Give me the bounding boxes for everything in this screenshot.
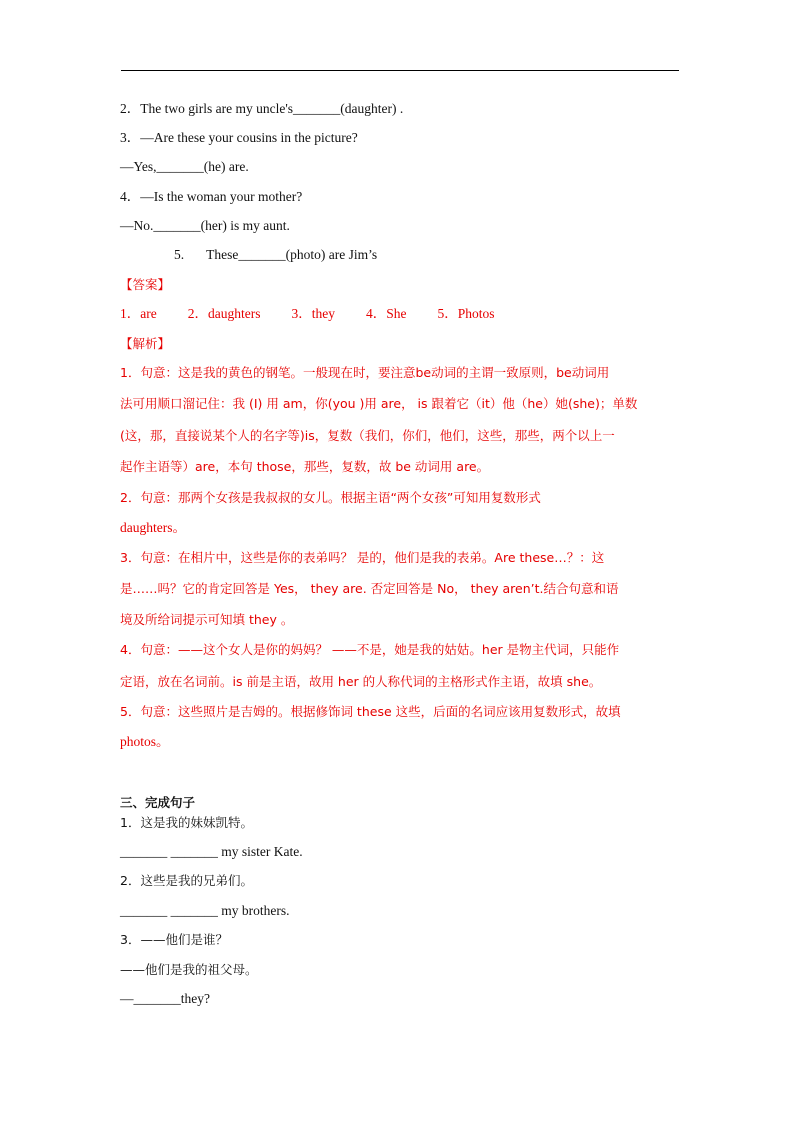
section-item: 1．这是我的妹妹凯特。 xyxy=(120,815,253,830)
section-item: 3．——他们是谁？ xyxy=(120,932,228,947)
analysis-line: 境及所给词提示可知填 they 。 xyxy=(120,612,294,627)
analysis-label: 【解析】 xyxy=(120,336,171,351)
analysis-line: 定语，放在名词前。is 前是主语，故用 her 的人称代词的主格形式作主语，故填 she。 xyxy=(120,674,602,689)
analysis-line: daughters。 xyxy=(120,520,186,535)
section-blank-line: _______ _______ my sister Kate. xyxy=(120,844,303,859)
answer-1: 1．are xyxy=(120,306,157,321)
question-4: 4．—Is the woman your mother? xyxy=(120,189,303,204)
answers-row xyxy=(120,305,494,323)
analysis-line: 5．句意：这些照片是吉姆的。根据修饰词 these 这些，后面的名词应该用复数形式，故填 xyxy=(120,704,621,719)
question-2: 2．The two girls are my uncle's_______(daughter) . xyxy=(120,101,404,116)
answer-3: 3．they xyxy=(291,306,335,321)
question-4-reply: —No._______(her) is my aunt. xyxy=(120,218,290,233)
question-5-number: 5. xyxy=(174,247,185,262)
analysis-line: 4．句意：——这个女人是你的妈妈？ ——不是，她是我的姑姑。her 是物主代词，只能作 xyxy=(120,642,620,657)
section-blank-line: _______ _______ my brothers. xyxy=(120,903,290,918)
question-3: 3．—Are these your cousins in the picture? xyxy=(120,130,358,145)
answer-2: 2．daughters xyxy=(187,306,261,321)
header-rule xyxy=(121,70,679,71)
answer-label: 【答案】 xyxy=(120,277,171,292)
analysis-line: photos。 xyxy=(120,734,170,749)
section-item: ——他们是我的祖父母。 xyxy=(120,962,258,977)
analysis-line: 1．句意：这是我的黄色的钢笔。一般现在时，要注意be动词的主谓一致原则，be动词用 xyxy=(120,365,610,380)
question-3-reply: —Yes,_______(he) are. xyxy=(120,159,249,174)
section-item: 2．这些是我的兄弟们。 xyxy=(120,873,253,888)
analysis-line: (这，那，直接说某个人的名字等)is，复数（我们，你们，他们，这些，那些，两个以上一 xyxy=(120,428,615,443)
question-5 xyxy=(174,246,377,264)
analysis-line: 法可用顺口溜记住：我 (I) 用 am，你(you )用 are， is 跟着它（it）他（he）她(she)；单数 xyxy=(120,396,638,411)
section-blank-line: —_______they? xyxy=(120,991,210,1006)
answer-4: 4．She xyxy=(365,306,407,321)
question-5-text: These_______(photo) are Jim’s xyxy=(206,247,378,262)
section-title: 三、完成句子 xyxy=(120,795,196,810)
analysis-line: 2．句意：那两个女孩是我叔叔的女儿。根据主语“两个女孩”可知用复数形式 xyxy=(120,490,541,505)
analysis-line: 起作主语等）are，本句 those，那些，复数，故 be 动词用 are。 xyxy=(120,459,490,474)
analysis-line: 3．句意：在相片中，这些是你的表弟吗？ 是的，他们是我的表弟。Are these…？：这 xyxy=(120,550,605,565)
answer-5: 5．Photos xyxy=(437,306,495,321)
analysis-line: 是……吗？它的肯定回答是 Yes， they are. 否定回答是 No， they aren’t.结合句意和语 xyxy=(120,581,619,596)
